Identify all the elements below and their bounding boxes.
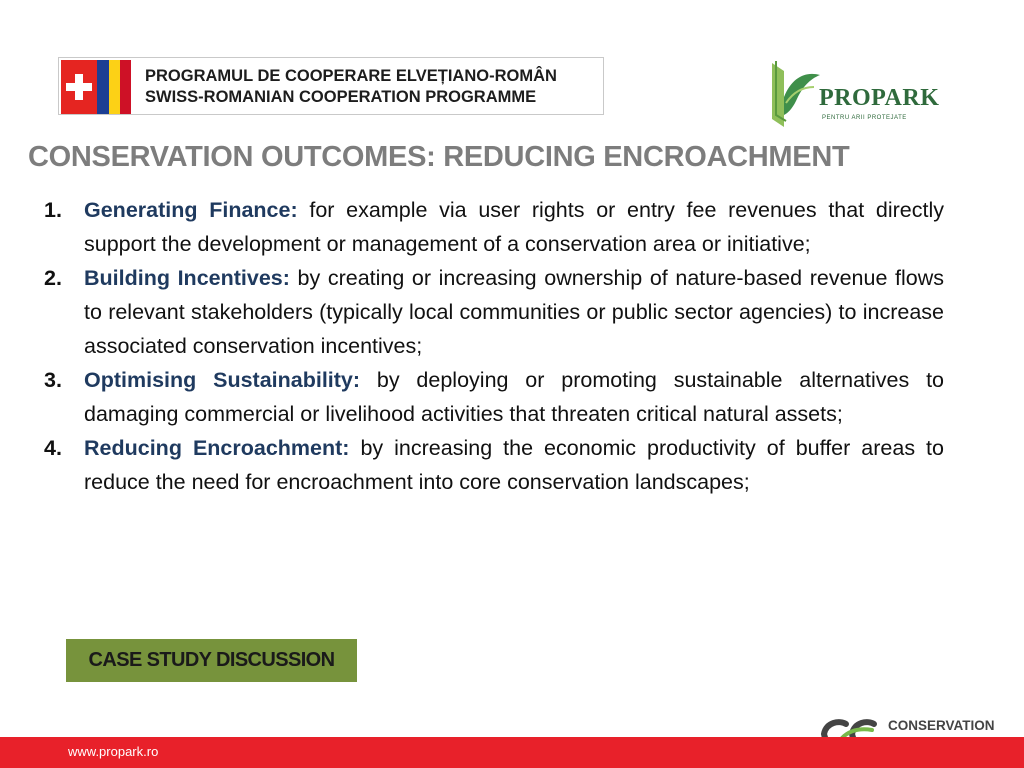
page-title: CONSERVATION OUTCOMES: REDUCING ENCROACHMENT [28,141,850,173]
outcome-term: Generating Finance: [84,198,298,222]
outcome-text: by increasing the economic productivity of buffer areas to reduce the need for encroachment into core conservation landscapes; [84,436,944,494]
outcome-item [40,193,944,261]
swiss-logo-text [145,66,557,108]
outcome-number: 1. [44,198,62,222]
outcome-number: 2. [44,266,62,290]
outcome-text: by creating or increasing ownership of nature-based revenue flows to relevant stakeholders (typically local communities or public sector agencies) to increase associated conservation incentives; [84,266,944,358]
outcome-term: Reducing Encroachment: [84,436,350,460]
outcome-term: Building Incentives: [84,266,290,290]
propark-leaf-bird-icon [766,57,822,129]
outcome-item [40,261,944,363]
propark-name: PROPARK [819,85,940,111]
conservation-capital-word1: CONSERVATION [888,718,995,733]
outcome-item [40,363,944,431]
outcome-term: Optimising Sustainability: [84,368,361,392]
outcome-text: for example via user rights or entry fee revenues that directly support the development or management of a conservation area or initiative; [84,198,945,256]
outcome-text: by deploying or promoting sustainable alternatives to damaging commercial or livelihood activities that threaten critical natural assets; [84,368,945,426]
footer-url-link[interactable]: www.propark.ro [68,744,159,759]
footer-bar [0,737,1024,768]
outcome-number: 3. [44,368,62,392]
case-study-discussion-button[interactable]: CASE STUDY DISCUSSION [66,639,357,682]
outcomes-list [40,193,944,499]
swiss-romanian-flag-icon [61,60,131,114]
outcome-item [40,431,944,499]
propark-tagline: PENTRU ARII PROTEJATE [822,115,907,121]
outcome-number: 4. [44,436,62,460]
swiss-logo-line-ro: PROGRAMUL DE COOPERARE ELVEȚIANO-ROMÂN [145,67,557,85]
swiss-romanian-programme-logo [58,57,604,115]
swiss-logo-line-en: SWISS-ROMANIAN COOPERATION PROGRAMME [145,88,537,106]
propark-logo [766,57,940,129]
